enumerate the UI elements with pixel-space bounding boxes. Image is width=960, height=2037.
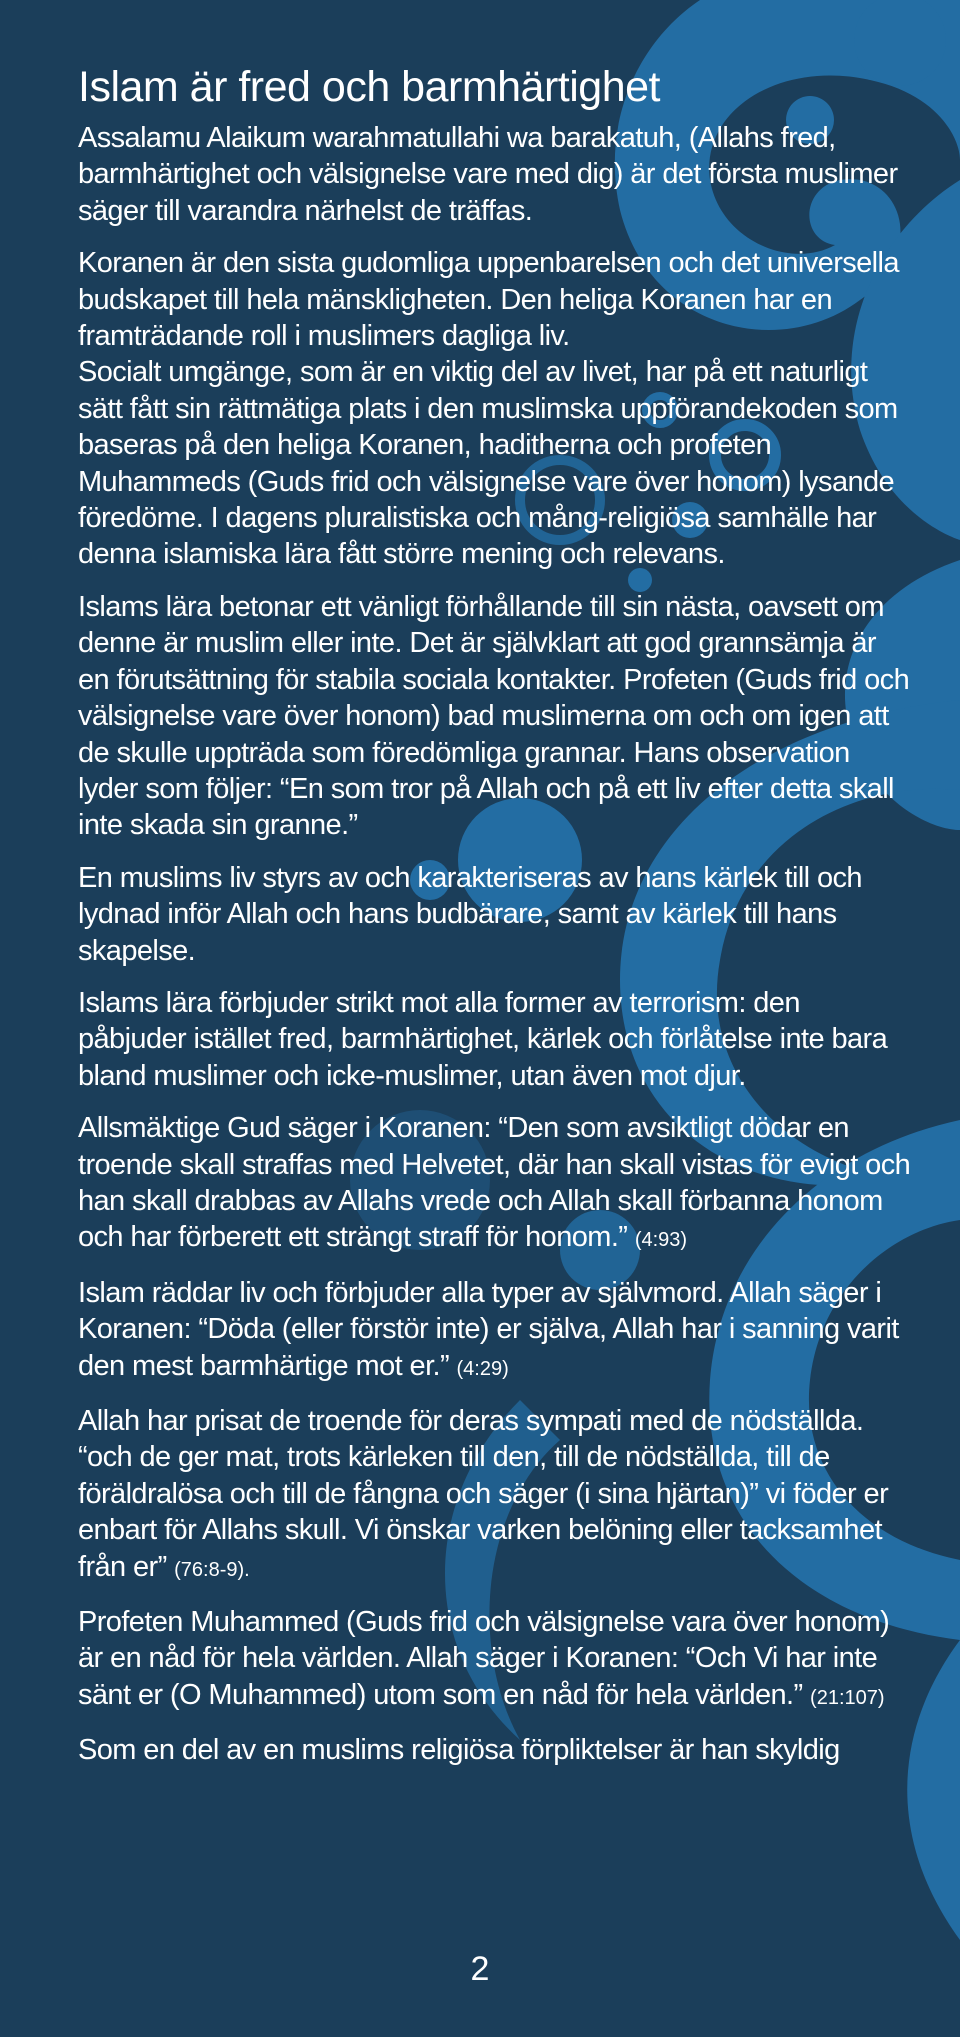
page-title: Islam är fred och barmhärtighet <box>78 63 660 111</box>
paragraph-text: Socialt umgänge, som är en viktig del av livet, har på ett naturligt sätt fått sin rättmätiga plats i den muslimska uppförandekoden som baseras på den heliga Koranen, haditherna och profeten Muhammeds (Guds frid och välsignelse vare över honom) lysande föredöme. I dagens pluralistiska och mång-religiösa samhälle har denna islamiska lära fått större mening och relevans. <box>78 356 898 571</box>
quran-reference: (21:107) <box>810 1686 885 1709</box>
paragraph-text: Som en del av en muslims religiösa förpliktelser är han skyldig <box>78 1734 840 1767</box>
paragraph-2 <box>78 245 913 354</box>
page-number: 2 <box>470 1950 490 1988</box>
paragraph-8 <box>78 1275 913 1387</box>
paragraph-4 <box>78 589 913 844</box>
paragraph-text: Assalamu Alaikum warahmatullahi wa barakatuh, (Allahs fred, barmhärtighet och välsignelse vare med dig) är det första muslimer säger till varandra närhelst de träffas. <box>78 122 898 227</box>
paragraph-text: Islam räddar liv och förbjuder alla typer av självmord. Allah säger i Koranen: “Döda (eller förstör inte) er själva, Allah har i sanning varit den mest barmhärtige mot er.” <box>78 1276 899 1382</box>
paragraph-5 <box>78 860 913 969</box>
paragraph-text: Islams lära förbjuder strikt mot alla former av terrorism: den påbjuder istället fred, barmhärtighet, kärlek och förlåtelse inte bara bland muslimer och icke-muslimer, utan även mot djur. <box>78 986 888 1092</box>
paragraph-text: Allsmäktige Gud säger i Koranen: “Den som avsiktligt dödar en troende skall straffas med Helvetet, där han skall vistas för evigt och han skall drabbas av Allahs vrede och Allah skall förbanna honom och har förberett ett strängt straff för honom.” <box>78 1112 911 1254</box>
paragraph-text: Islams lära betonar ett vänligt förhållande till sin nästa, oavsett om denne är muslim eller inte. Det är självklart att god grannsämja är en förutsättning för stabila sociala kontakter. Profeten (Guds frid och välsignelse vare över honom) bad muslimerna om och om igen att de skulle uppträda som föredömliga grannar. Hans observation lyder som följer: “En som tror på Allah och på ett liv efter detta skall inte skada sin granne.” <box>78 590 910 842</box>
quran-reference: (4:93) <box>634 1229 688 1252</box>
paragraph-10 <box>78 1604 913 1716</box>
paragraph-9 <box>78 1403 913 1588</box>
paragraph-7 <box>78 1110 913 1259</box>
quran-reference: (4:29) <box>456 1357 509 1380</box>
page-content <box>78 58 913 1785</box>
paragraph-1 <box>78 120 913 229</box>
paragraph-text: Koranen är den sista gudomliga uppenbarelsen och det universella budskapet till hela mänskligheten. Den heliga Koranen har en framträdande roll i muslimers dagliga liv. <box>78 247 899 353</box>
paragraph-text: Allah har prisat de troende för deras sympati med de nödställda. “och de ger mat, trots kärleken till den, till de nödställda, till de föräldralösa och till de fångna och säger (i sina hjärtan)” vi föder er enbart för Allahs skull. Vi önskar varken belöning eller tacksamhet från er” <box>78 1405 889 1583</box>
paragraph-text: Profeten Muhammed (Guds frid och välsignelse vara över honom) är en nåd för hela världen. Allah säger i Koranen: “Och Vi har inte sänt er (O Muhammed) utom som en nåd för hela världen.” <box>78 1606 890 1711</box>
paragraph-3 <box>78 354 913 572</box>
quran-reference: (76:8-9). <box>174 1558 250 1581</box>
paragraph-text: En muslims liv styrs av och karakteriseras av hans kärlek till och lydnad inför Allah och hans budbärare, samt av kärlek till hans skapelse. <box>78 861 862 967</box>
paragraph-6 <box>78 985 913 1094</box>
paragraph-11 <box>78 1732 913 1768</box>
